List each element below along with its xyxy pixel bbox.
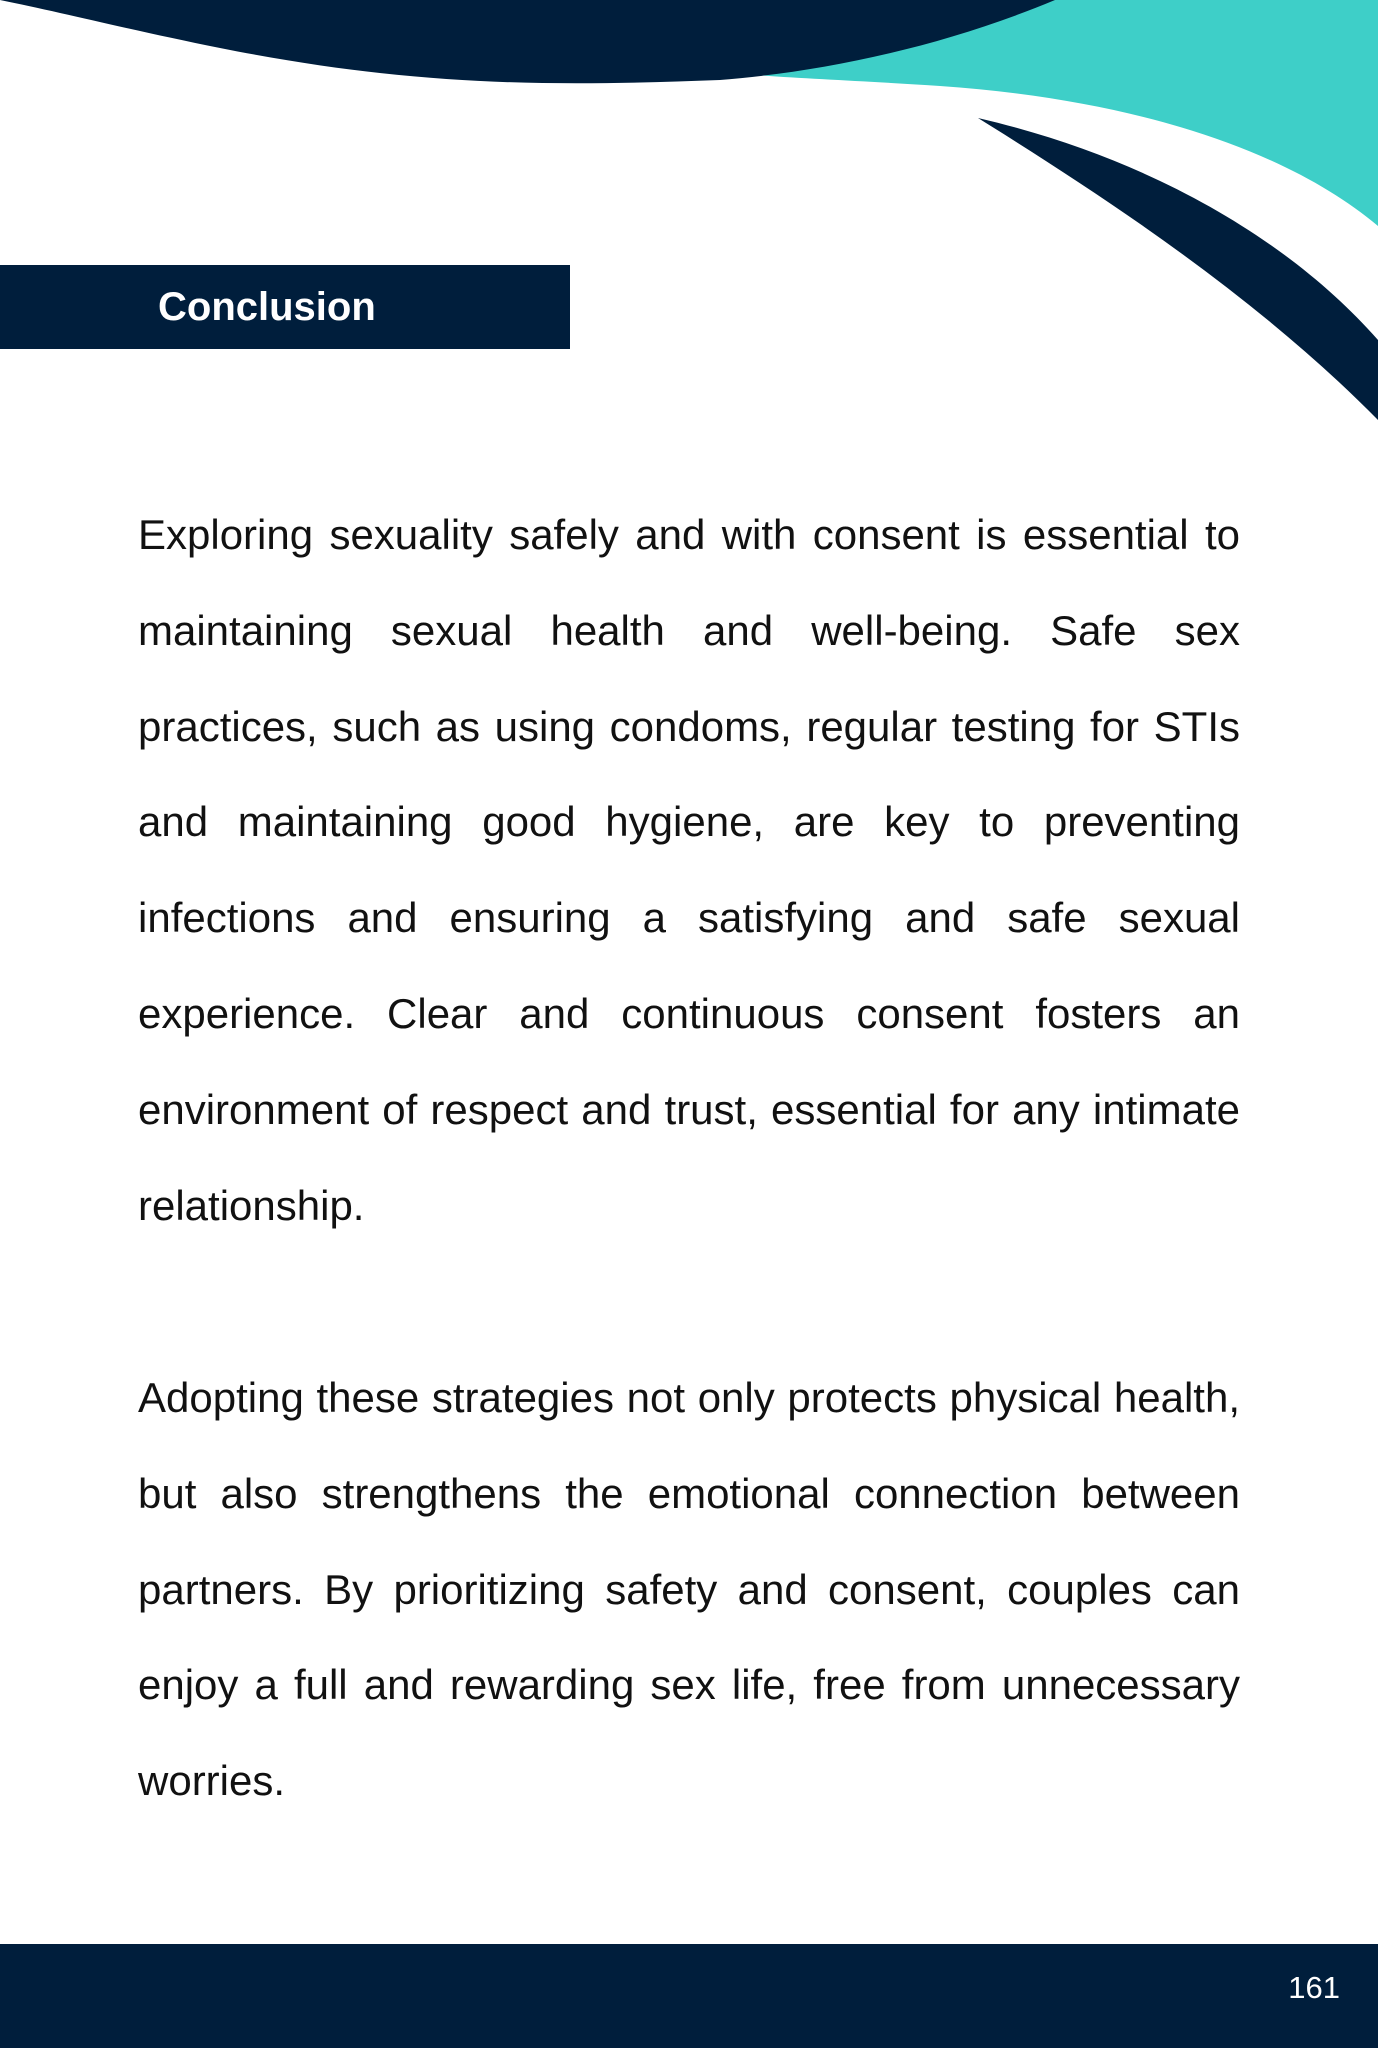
body-paragraph-1: Exploring sexuality safely and with consent is essential to maintaining sexual health and well-being. Safe sex practices, such as using condoms, regular testing for STIs and maintaining good hygiene, are key to preventing infections and ensuring a satisfying and safe sexual experience. Clear and continuous consent fosters an environment of respect and trust, essential for any intimate relationship. <box>138 511 1240 1229</box>
footer-bar <box>0 1944 1378 2048</box>
page-number: 161 <box>1288 1970 1340 2005</box>
header-wave-decoration <box>0 0 1378 430</box>
body-paragraph-2: Adopting these strategies not only protects physical health, but also strengthens the emotional connection between partners. By prioritizing safety and consent, couples can enjoy a full and rewarding sex life, free from unnecessary worries. <box>138 1374 1240 1805</box>
section-title: Conclusion <box>158 285 376 329</box>
section-header-banner <box>0 265 570 349</box>
